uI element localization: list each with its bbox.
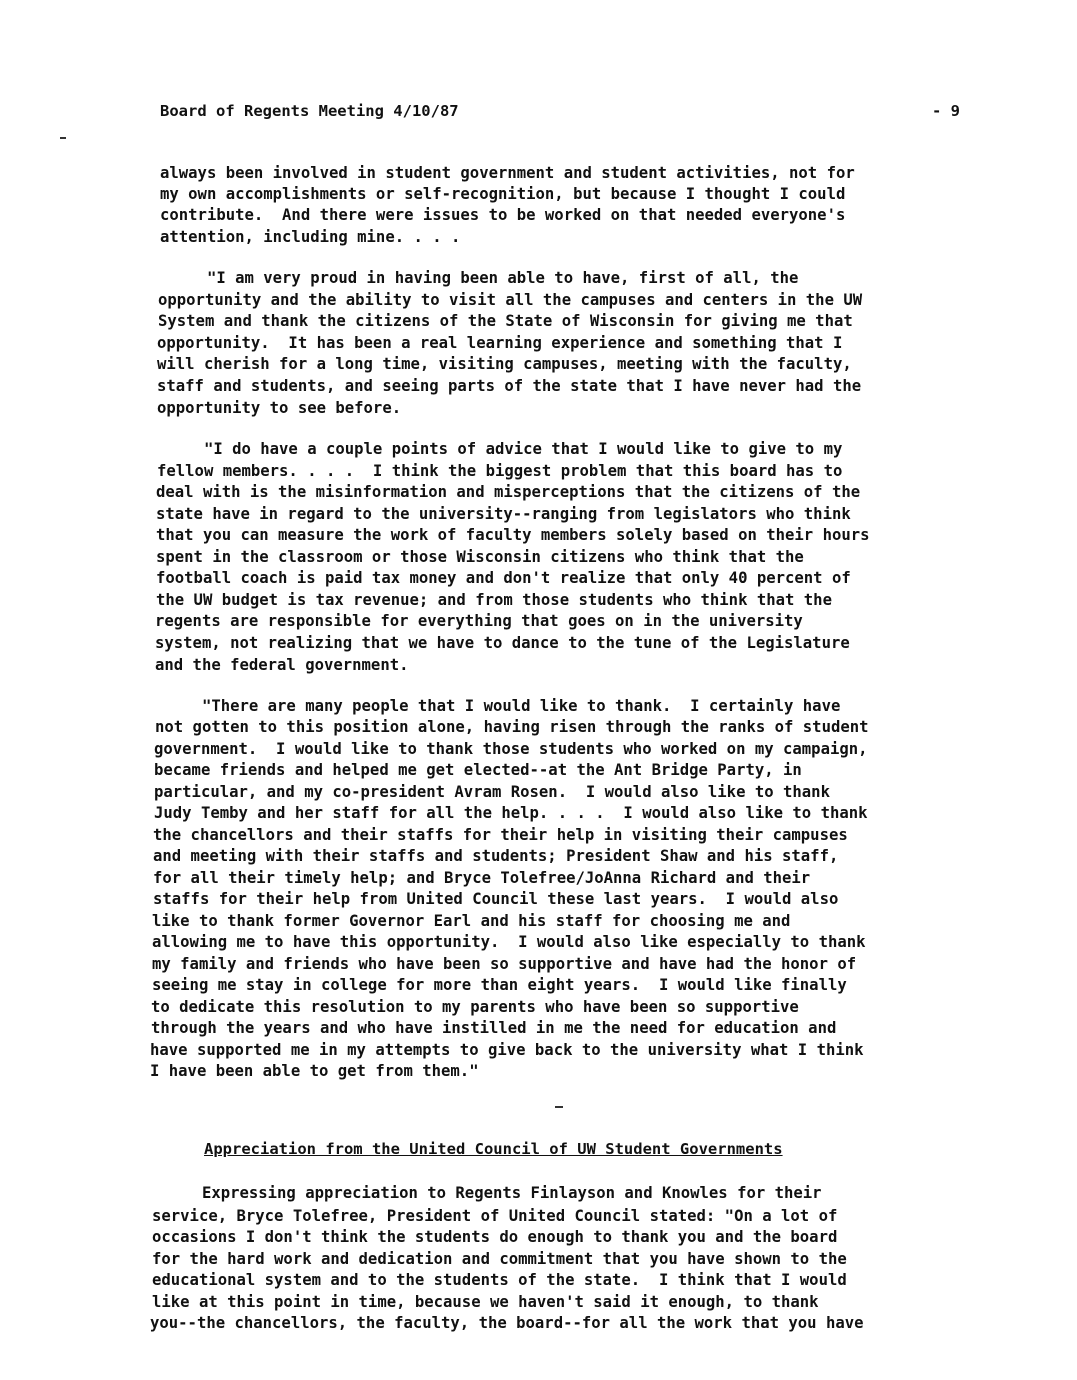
section-line: like at this point in time, because we haven't said it enough, to thank <box>152 1293 819 1311</box>
body-line: opportunity and the ability to visit all the campuses and centers in the UW <box>158 291 863 309</box>
body-line: deal with is the misinformation and misperceptions that the citizens of the <box>156 483 861 501</box>
body-line: government. I would like to thank those students who worked on my campaign, <box>154 740 868 758</box>
body-line: not gotten to this position alone, having risen through the ranks of student <box>155 718 869 736</box>
body-line: staff and students, and seeing parts of the state that I have never had the <box>157 377 862 395</box>
body-line: and meeting with their staffs and students; President Shaw and his staff, <box>153 847 839 865</box>
body-line: and the federal government. <box>155 656 409 674</box>
body-line: contribute. And there were issues to be worked on that needed everyone's <box>160 206 846 224</box>
body-line: state have in regard to the university--ranging from legislators who think <box>156 505 851 523</box>
page-header <box>160 102 960 126</box>
body-line: fellow members. . . . I think the biggest problem that this board has to <box>157 462 843 480</box>
scan-mark <box>60 137 66 139</box>
body-line: staffs for their help from United Council these last years. I would also <box>153 890 839 908</box>
body-line: will cherish for a long time, visiting campuses, meeting with the faculty, <box>157 355 852 373</box>
body-line: have supported me in my attempts to give back to the university what I think <box>150 1041 864 1059</box>
body-line: system, not realizing that we have to dance to the tune of the Legislature <box>155 634 850 652</box>
section-line: for the hard work and dedication and commitment that you have shown to the <box>152 1250 847 1268</box>
body-line: the chancellors and their staffs for their help in visiting their campuses <box>153 826 848 844</box>
section-line: occasions I don't think the students do enough to thank you and the board <box>152 1228 838 1246</box>
section-line: you--the chancellors, the faculty, the board--for all the work that you have <box>150 1314 864 1332</box>
body-line: through the years and who have instilled in me the need for education and <box>151 1019 837 1037</box>
body-line: "I am very proud in having been able to have, first of all, the <box>160 269 799 287</box>
body-line: opportunity. It has been a real learning experience and something that I <box>157 334 843 352</box>
body-line: Judy Temby and her staff for all the help. . . . I would also like to thank <box>154 804 868 822</box>
body-line: System and thank the citizens of the State of Wisconsin for giving me that <box>158 312 853 330</box>
body-line: football coach is paid tax money and don't realize that only 40 percent of <box>156 569 851 587</box>
page-number: - 9 <box>932 102 960 120</box>
header-title: Board of Regents Meeting 4/10/87 <box>160 102 459 120</box>
body-line: for all their timely help; and Bryce Tolefree/JoAnna Richard and their <box>153 869 811 887</box>
body-line: like to thank former Governor Earl and his staff for choosing me and <box>152 912 791 930</box>
body-line: became friends and helped me get elected--at the Ant Bridge Party, in <box>154 761 802 779</box>
body-line: spent in the classroom or those Wisconsin citizens who think that the <box>156 548 804 566</box>
scan-mark <box>555 1106 563 1108</box>
body-line: "There are many people that I would like to thank. I certainly have <box>155 697 841 715</box>
body-line: the UW budget is tax revenue; and from those students who think that the <box>156 591 832 609</box>
body-line: regents are responsible for everything that goes on in the university <box>155 612 803 630</box>
section-line: service, Bryce Tolefree, President of United Council stated: "On a lot of <box>152 1207 838 1225</box>
body-line: attention, including mine. . . . <box>160 228 461 246</box>
body-line: that you can measure the work of faculty members solely based on their hours <box>156 526 870 544</box>
body-line: "I do have a couple points of advice that I would like to give to my <box>157 440 843 458</box>
body-line: allowing me to have this opportunity. I would also like especially to thank <box>152 933 866 951</box>
body-line: opportunity to see before. <box>157 399 402 417</box>
body-line: my family and friends who have been so supportive and have had the honor of <box>152 955 857 973</box>
body-line: seeing me stay in college for more than eight years. I would like finally <box>152 976 847 994</box>
section-line: educational system and to the students of the state. I think that I would <box>152 1271 847 1289</box>
body-line: I have been able to get from them." <box>150 1062 479 1080</box>
body-line: particular, and my co-president Avram Rosen. I would also like to thank <box>154 783 830 801</box>
body-line: always been involved in student government and student activities, not for <box>160 164 855 182</box>
body-line: to dedicate this resolution to my parents who have been so supportive <box>151 998 799 1016</box>
body-line: my own accomplishments or self-recognition, but because I thought I could <box>160 185 846 203</box>
section-heading: Appreciation from the United Council of UW Student Governments <box>204 1140 783 1158</box>
section-line: Expressing appreciation to Regents Finlayson and Knowles for their <box>155 1184 822 1202</box>
